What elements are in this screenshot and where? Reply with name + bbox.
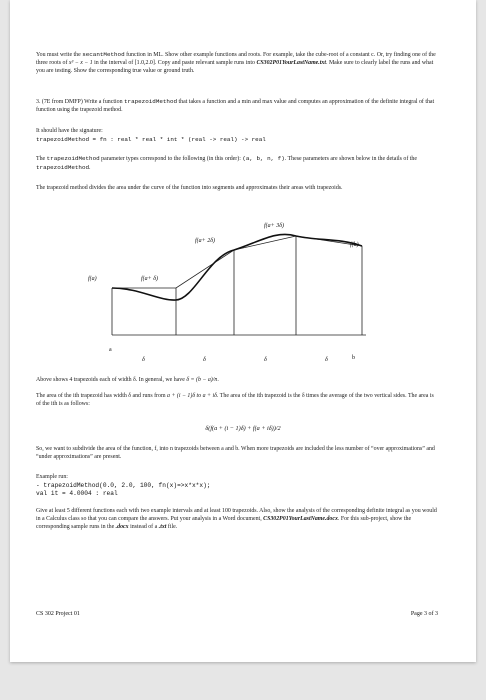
text: .: [217, 377, 219, 383]
text: . Make sure to clearly label the runs and what you are testing. Show the corresponding true value or ground truth.: [36, 59, 434, 74]
label-b: b: [352, 355, 355, 361]
trapezoid-figure: [84, 216, 374, 366]
document-page: [10, 0, 476, 662]
math-interval: a + (i − 1)δ to a + iδ: [167, 393, 217, 399]
text: that takes a function and a min and max value and computes an approximation of the definite integral of that function using the trapezoid method.: [36, 99, 435, 113]
code-params: (a, b, n, f): [242, 155, 285, 162]
paragraph-delta-definition: [36, 377, 438, 385]
paragraph-question-3: [36, 98, 438, 115]
filename-txt: CS302P01YourLastName.txt: [256, 59, 326, 66]
text: .: [89, 164, 91, 171]
label-a: a: [109, 347, 112, 353]
text: The area of the ith trapezoid has width δ and runs from: [36, 393, 168, 399]
paragraph-ith-trapezoid: [36, 393, 438, 409]
text: Give at least 5 different functions each with two example intervals and at least 100 trapezoids. Also, show the analysis of the corresponding definite integral as you would in a Calculus class so that you can compare the answers. Put your analysis in a Word document,: [36, 508, 437, 522]
text: in the interval of [1.0,2.0]. Copy and paste relevant sample runs into: [92, 59, 257, 66]
paragraph-trapezoid-description: The trapezoid method divides the area under the curve of the function into segments and approximates their areas with trapezoids.: [36, 185, 343, 191]
footer-course: CS 302 Project 01: [36, 611, 80, 617]
label-fb: f(b): [350, 242, 359, 248]
text: You must write the: [36, 52, 83, 58]
math-expression: x³ − x − 1: [68, 59, 93, 66]
delta-label-3: δ: [264, 357, 267, 363]
label-fa-delta: f(a+ δ): [141, 276, 159, 282]
text: . For this sub-project, show the corresponding sample runs in the: [36, 515, 412, 530]
delta-label-1: δ: [142, 357, 145, 363]
code-trapezoid-method: trapezoidMethod: [46, 155, 100, 162]
filename-docx: CS302P01YourLastName.docx: [263, 515, 338, 522]
extension-docx: .docx: [115, 523, 129, 530]
code-secant-method: secantMethod: [82, 51, 125, 58]
example-run-line-1: - trapezoidMethod(0.0, 2.0, 100, fn(x)=>x*x*x);: [36, 482, 211, 489]
label-fa: f(a): [88, 276, 97, 282]
text: Above shows 4 trapezoids each of width δ. In general, we have: [36, 377, 187, 383]
paragraph-assignment-instructions: [36, 508, 438, 532]
text: 3. (7E from DMFP) Write a function: [36, 99, 124, 105]
text: . The area of the ith trapezoid is the δ times the average of the two vertical sides. The area is of the ith is as follows:: [36, 393, 434, 407]
text: . These parameters are shown below in the details of the: [284, 156, 417, 162]
code-trapezoid-method: trapezoidMethod: [124, 98, 178, 105]
math-delta: δ = (b − a)/n: [186, 377, 218, 383]
area-formula: δ(f(a + (i − 1)δ) + f(a + iδ))/2: [205, 425, 281, 432]
extension-txt: .txt: [158, 523, 167, 530]
delta-label-4: δ: [325, 357, 328, 363]
function-signature: trapezoidMethod = fn : real * real * int * (real -> real) -> real: [36, 136, 266, 143]
text: function in ML. Show other example functions and roots. For example, take the cube-root of a constant c. Or, try finding one of the three roots of: [36, 52, 436, 66]
footer-page-number: Page 3 of 3: [410, 611, 438, 617]
text: file.: [166, 523, 178, 530]
label-fa-2delta: f(a+ 2δ): [195, 238, 216, 244]
paragraph-secant-method: [36, 51, 438, 76]
function-curve: [112, 234, 362, 300]
paragraph-subdivide: So, we want to subdivide the area of the function, f, into n trapezoids between a and b. When more trapezoids are included the less number of “over approximations” and “under approximations” are present.: [36, 446, 435, 460]
example-run-line-2: val it = 4.0004 : real: [36, 490, 118, 497]
label-fa-3delta: f(a+ 3δ): [264, 223, 285, 229]
example-label: Example run:: [36, 474, 68, 480]
delta-label-2: δ: [203, 357, 206, 363]
code-trapezoid-method: trapezoidMethod: [36, 163, 90, 171]
signature-intro: It should have the signature:: [36, 128, 103, 134]
paragraph-parameters: [36, 155, 438, 173]
text: parameter types correspond to the following (in this order):: [99, 156, 243, 162]
text: instead of a: [128, 523, 159, 530]
text: The: [36, 156, 47, 162]
